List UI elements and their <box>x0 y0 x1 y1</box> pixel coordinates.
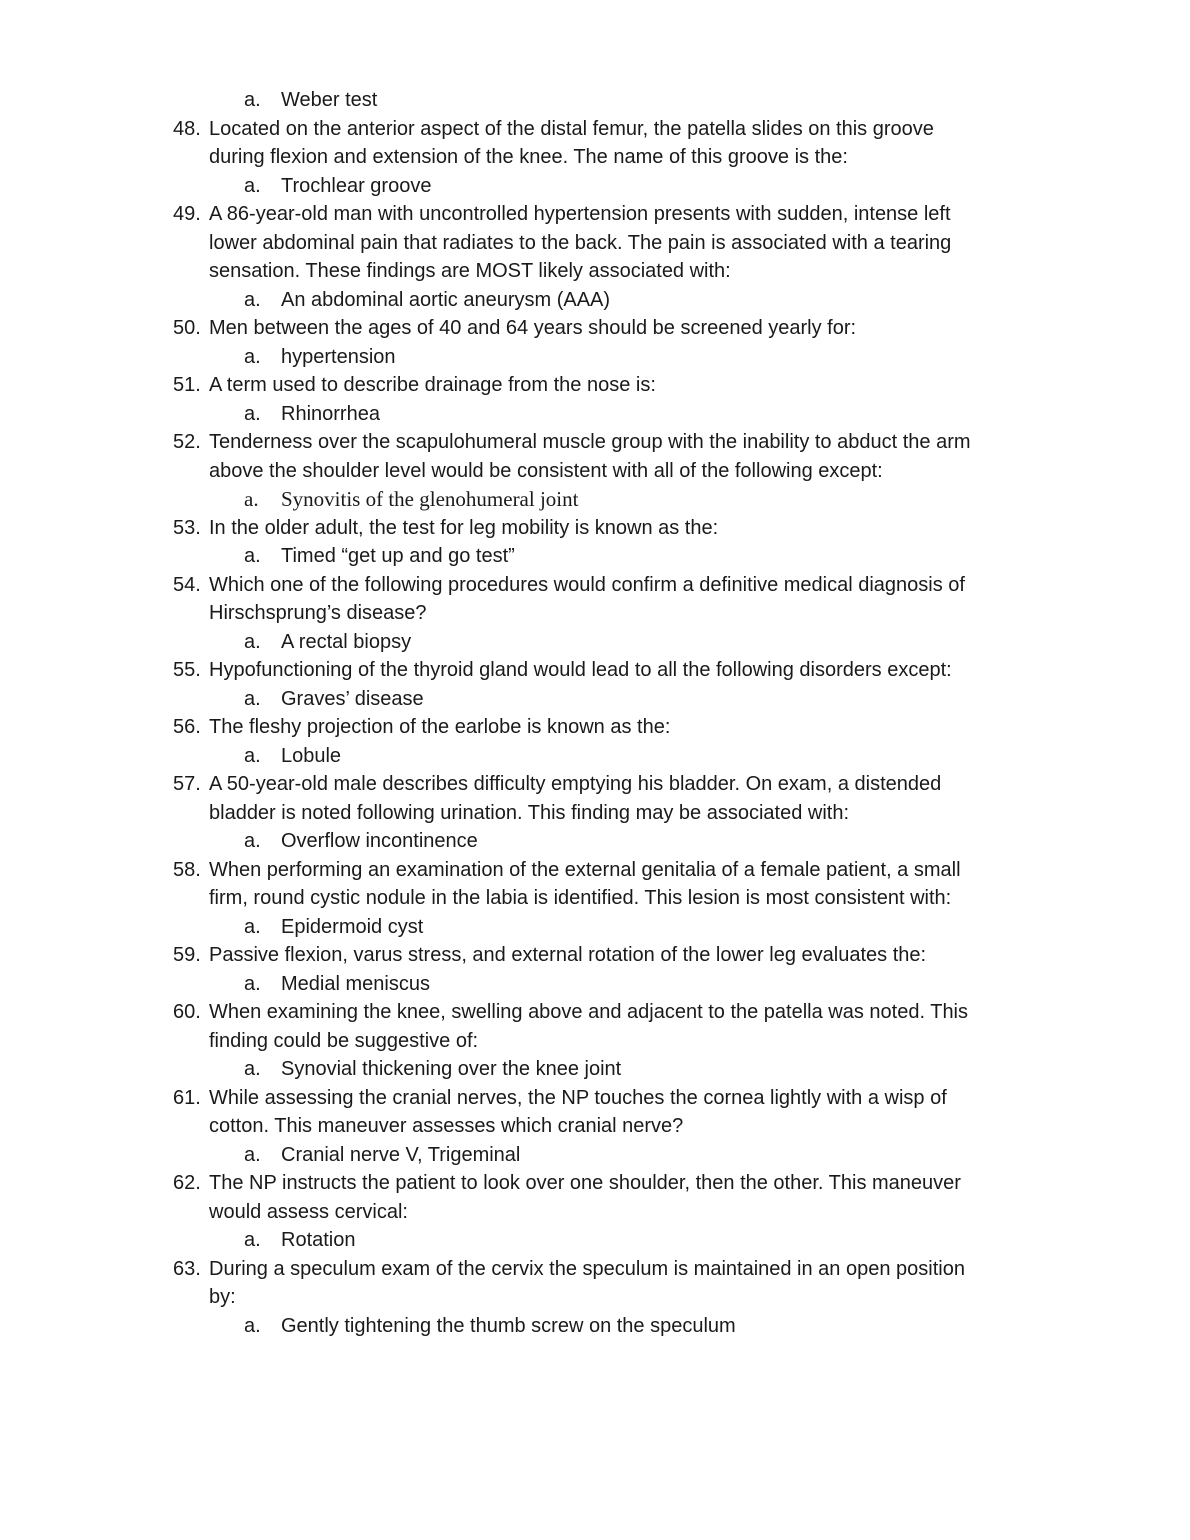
question-first-line <box>0 1255 1190 1284</box>
question-first-line <box>0 571 1190 600</box>
answer-letter: a. <box>244 1143 261 1166</box>
question-number: 60. <box>173 1001 201 1023</box>
answer-text: Graves’ disease <box>281 687 424 710</box>
question-item <box>0 1084 1190 1141</box>
question-first-line <box>0 713 1190 742</box>
question-item <box>0 200 1190 286</box>
answer-item <box>0 1226 1190 1255</box>
question-number: 50. <box>173 317 201 339</box>
question-item <box>0 1255 1190 1312</box>
question-text: Located on the anterior aspect of the distal femur, the patella slides on this groove <box>209 117 934 140</box>
answer-letter: a. <box>244 972 261 995</box>
question-number: 61. <box>173 1086 201 1109</box>
answer-letter: a. <box>244 1058 261 1080</box>
answer-letter: a. <box>244 174 261 197</box>
answer-item <box>0 970 1190 999</box>
answer-item <box>0 913 1190 942</box>
answer-letter: a. <box>244 487 259 511</box>
answer-item <box>0 1055 1190 1084</box>
question-first-line <box>0 856 1190 885</box>
question-text: firm, round cystic nodule in the labia is identified. This lesion is most consistent with: <box>209 887 952 909</box>
question-item <box>0 314 1190 343</box>
answer-text: Cranial nerve V, Trigeminal <box>281 1143 521 1166</box>
answer-text: A rectal biopsy <box>281 630 412 653</box>
answer-text: Trochlear groove <box>281 174 432 197</box>
question-item <box>0 1169 1190 1226</box>
question-item <box>0 428 1190 485</box>
question-text: The fleshy projection of the earlobe is known as the: <box>209 716 671 738</box>
question-text: Men between the ages of 40 and 64 years should be screened yearly for: <box>209 317 857 339</box>
question-text: Tenderness over the scapulohumeral muscle group with the inability to abduct the arm <box>209 431 971 453</box>
answer-item <box>0 86 1190 115</box>
question-text: A term used to describe drainage from the nose is: <box>209 374 656 396</box>
question-text: When examining the knee, swelling above and adjacent to the patella was noted. This <box>209 1001 969 1023</box>
answer-text: Synovitis of the glenohumeral joint <box>281 487 579 511</box>
question-continuation-line <box>0 1198 1190 1227</box>
question-text: The NP instructs the patient to look over one shoulder, then the other. This maneuver <box>209 1172 961 1194</box>
question-continuation-line <box>0 884 1190 913</box>
answer-item <box>0 343 1190 372</box>
question-continuation-line <box>0 143 1190 172</box>
question-item <box>0 998 1190 1055</box>
answer-text: Weber test <box>281 89 378 111</box>
question-number: 54. <box>173 573 201 596</box>
question-text: When performing an examination of the external genitalia of a female patient, a small <box>209 858 961 881</box>
question-number: 57. <box>173 773 201 795</box>
answer-letter: a. <box>244 687 261 710</box>
question-continuation-line <box>0 1112 1190 1141</box>
answer-text: Lobule <box>281 744 342 767</box>
answer-text: Epidermoid cyst <box>281 915 424 938</box>
question-first-line <box>0 371 1190 400</box>
question-text: Passive flexion, varus stress, and external rotation of the lower leg evaluates the: <box>209 944 927 966</box>
answer-item <box>0 628 1190 657</box>
answer-item <box>0 485 1190 514</box>
answer-text: Rhinorrhea <box>281 402 380 425</box>
question-text: Hirschsprung’s disease? <box>209 602 427 624</box>
question-number: 55. <box>173 659 201 681</box>
question-number: 49. <box>173 203 201 225</box>
answer-letter: a. <box>244 545 261 567</box>
question-continuation-line <box>0 799 1190 828</box>
question-number: 58. <box>173 858 201 881</box>
question-item <box>0 571 1190 628</box>
question-first-line <box>0 1084 1190 1113</box>
question-text: above the shoulder level would be consistent with all of the following except: <box>209 459 883 482</box>
question-number: 48. <box>173 117 201 140</box>
answer-letter: a. <box>244 744 261 767</box>
question-text: lower abdominal pain that radiates to the back. The pain is associated with a tearing <box>209 231 952 254</box>
answer-item <box>0 286 1190 315</box>
question-continuation-line <box>0 1027 1190 1056</box>
question-text: In the older adult, the test for leg mobility is known as the: <box>209 516 719 539</box>
question-text: During a speculum exam of the cervix the speculum is maintained in an open position <box>209 1257 965 1280</box>
question-item <box>0 941 1190 970</box>
question-text: Hypofunctioning of the thyroid gland would lead to all the following disorders except: <box>209 659 952 681</box>
question-text: A 50-year-old male describes difficulty emptying his bladder. On exam, a distended <box>209 773 942 795</box>
question-text: cotton. This maneuver assesses which cranial nerve? <box>209 1115 684 1137</box>
question-first-line <box>0 656 1190 685</box>
answer-item <box>0 685 1190 714</box>
answer-text: Rotation <box>281 1229 356 1251</box>
answer-text: hypertension <box>281 345 396 368</box>
question-first-line <box>0 1169 1190 1198</box>
answer-letter: a. <box>244 1229 261 1251</box>
answer-text: An abdominal aortic aneurysm (AAA) <box>281 288 611 311</box>
question-item <box>0 856 1190 913</box>
answer-letter: a. <box>244 288 261 311</box>
question-first-line <box>0 314 1190 343</box>
answer-item <box>0 1312 1190 1341</box>
question-item <box>0 713 1190 742</box>
question-item <box>0 514 1190 543</box>
answer-text: Overflow incontinence <box>281 830 478 852</box>
question-first-line <box>0 200 1190 229</box>
question-text: sensation. These findings are MOST likely associated with: <box>209 260 731 282</box>
answer-letter: a. <box>244 830 261 852</box>
question-number: 56. <box>173 716 201 738</box>
answer-item <box>0 172 1190 201</box>
question-number: 63. <box>173 1257 201 1280</box>
question-number: 53. <box>173 516 201 539</box>
answer-letter: a. <box>244 345 261 368</box>
answer-text: Gently tightening the thumb screw on the speculum <box>281 1314 736 1337</box>
question-number: 59. <box>173 944 201 966</box>
question-number: 62. <box>173 1172 201 1194</box>
answer-item <box>0 1141 1190 1170</box>
answer-letter: a. <box>244 89 261 111</box>
question-continuation-line <box>0 1283 1190 1312</box>
question-continuation-line <box>0 229 1190 258</box>
answer-text: Medial meniscus <box>281 972 430 995</box>
question-number: 52. <box>173 431 201 453</box>
question-first-line <box>0 941 1190 970</box>
question-first-line <box>0 115 1190 144</box>
answer-letter: a. <box>244 402 261 425</box>
question-item <box>0 770 1190 827</box>
question-item <box>0 371 1190 400</box>
answer-item <box>0 827 1190 856</box>
question-text: during flexion and extension of the knee. The name of this groove is the: <box>209 146 848 168</box>
question-text: finding could be suggestive of: <box>209 1029 479 1052</box>
question-item <box>0 115 1190 172</box>
answer-item <box>0 742 1190 771</box>
question-text: While assessing the cranial nerves, the NP touches the cornea lightly with a wisp of <box>209 1086 947 1109</box>
answer-letter: a. <box>244 1314 261 1337</box>
answer-text: Timed “get up and go test” <box>281 545 515 567</box>
question-continuation-line <box>0 599 1190 628</box>
question-text: Which one of the following procedures would confirm a definitive medical diagnosis of <box>209 573 965 596</box>
question-text: A 86-year-old man with uncontrolled hypertension presents with sudden, intense left <box>209 203 951 225</box>
answer-letter: a. <box>244 630 261 653</box>
question-item <box>0 656 1190 685</box>
question-text: by: <box>209 1286 236 1308</box>
document-page <box>0 86 1190 1340</box>
answer-text: Synovial thickening over the knee joint <box>281 1058 622 1080</box>
question-number: 51. <box>173 374 201 396</box>
answer-item <box>0 400 1190 429</box>
question-first-line <box>0 428 1190 457</box>
answer-letter: a. <box>244 915 261 938</box>
answer-item <box>0 542 1190 571</box>
question-first-line <box>0 514 1190 543</box>
question-first-line <box>0 998 1190 1027</box>
question-text: bladder is noted following urination. This finding may be associated with: <box>209 801 849 824</box>
question-text: would assess cervical: <box>209 1200 408 1223</box>
question-continuation-line <box>0 457 1190 486</box>
question-first-line <box>0 770 1190 799</box>
question-continuation-line <box>0 257 1190 286</box>
